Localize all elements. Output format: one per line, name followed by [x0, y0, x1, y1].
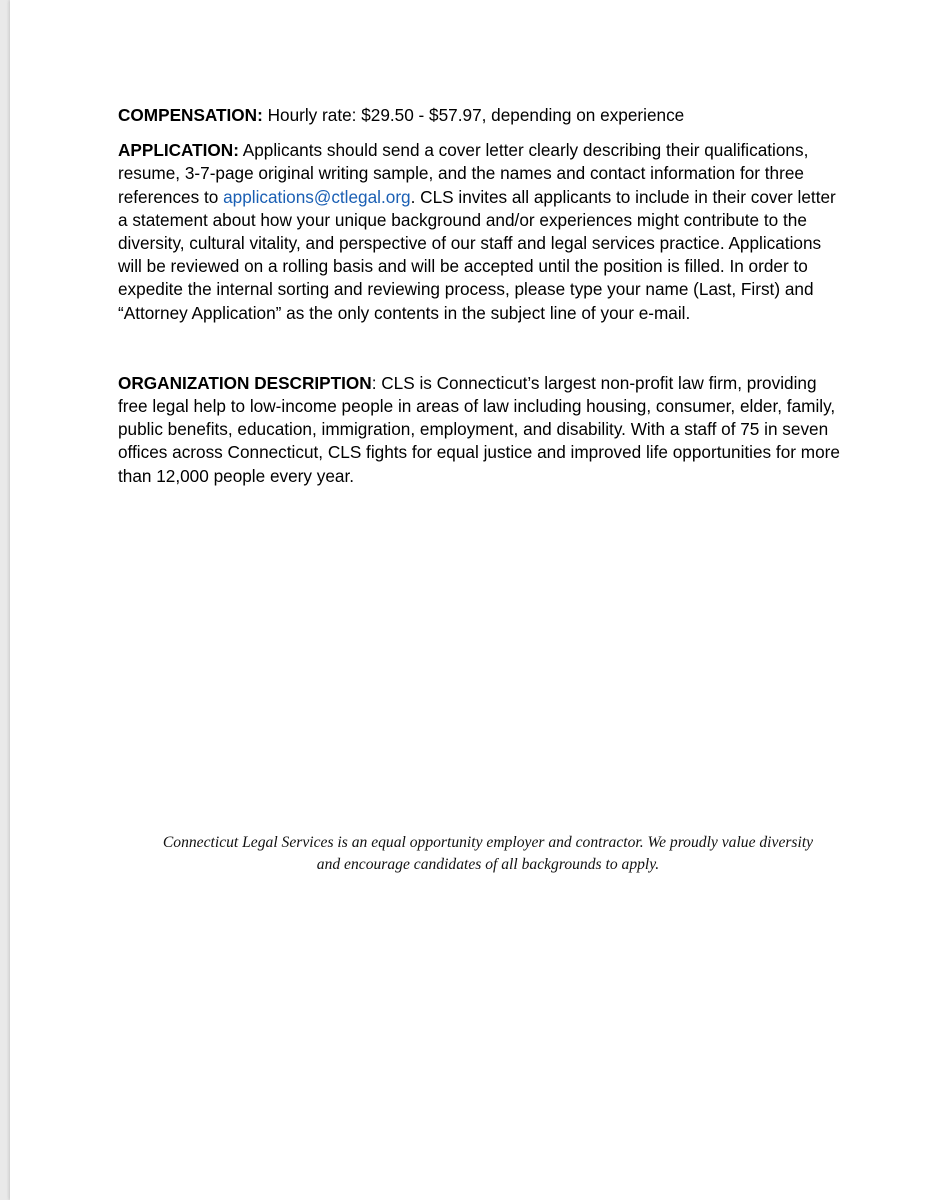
application-paragraph	[118, 139, 848, 325]
footer-line-2: and encourage candidates of all backgrounds to apply.	[316, 856, 660, 873]
organization-heading: ORGANIZATION DESCRIPTION	[118, 372, 372, 393]
compensation-heading: COMPENSATION:	[118, 105, 263, 125]
applications-email-link[interactable]: applications@ctlegal.org	[223, 186, 411, 207]
application-heading: APPLICATION:	[118, 140, 239, 161]
document-body	[118, 104, 848, 488]
compensation-paragraph	[118, 104, 848, 127]
equal-opportunity-statement	[108, 832, 868, 876]
application-text-after-link: . CLS invites all applicants to include in their cover letter a statement about how your unique background and/or experiences might contribute to the diversity, cultural vitality, and perspective of our staff and legal services practice. Applications will be reviewed on a rolling basis and will be accepted until the position is filled. In order to expedite the internal sorting and reviewing process, please type your name (Last, First) and “Attorney Application” as the only contents in the subject line of your e-mail.	[118, 186, 836, 323]
application-text-before-link: Applicants should send a cover letter clearly describing their qualifications, resume, 3-7-page original writing sample, and the names and contact information for three references to	[118, 140, 809, 207]
compensation-text: Hourly rate: $29.50 - $57.97, depending on experience	[262, 105, 685, 125]
organization-text: : CLS is Connecticut’s largest non-profit law firm, providing free legal help to low-income people in areas of law including housing, consumer, elder, family, public benefits, education, immigration, employment, and disability. With a staff of 75 in seven offices across Connecticut, CLS fights for equal justice and improved life opportunities for more than 12,000 people every year.	[118, 372, 840, 486]
footer-line-1: Connecticut Legal Services is an equal opportunity employer and contractor. We proudly value diversity	[162, 834, 814, 851]
document-page	[10, 0, 934, 1200]
organization-paragraph	[118, 372, 848, 488]
